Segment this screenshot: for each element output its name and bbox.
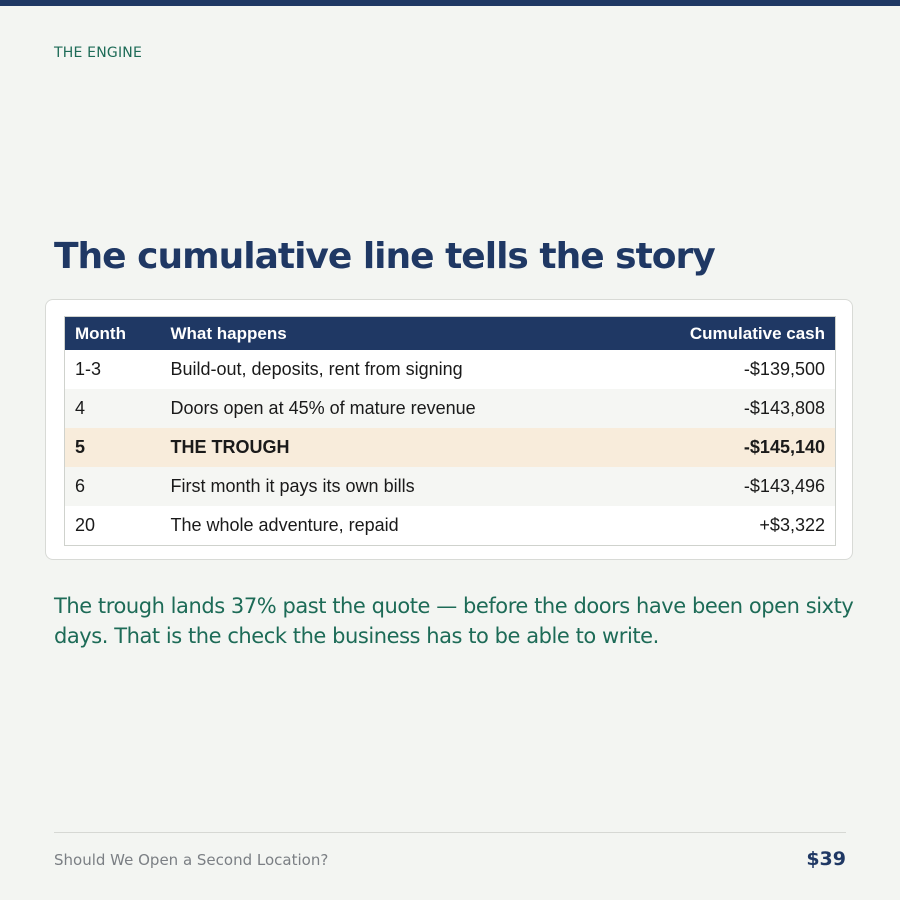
footer-divider [54, 832, 846, 833]
month-cell: 1-3 [65, 350, 161, 389]
footer-page-mark: $39 [806, 848, 846, 870]
event-cell: First month it pays its own bills [161, 467, 636, 506]
page-title: The cumulative line tells the story [54, 236, 715, 277]
takeaway-text: The trough lands 37% past the quote — before the doors have been open sixty days. That is the check the business has to be able to write. [54, 594, 854, 648]
month-cell: 4 [65, 389, 161, 428]
table-header-row [65, 317, 836, 351]
month-cell: 5 [65, 428, 161, 467]
month-cell: 20 [65, 506, 161, 546]
column-header-cumulative-cash: Cumulative cash [636, 317, 836, 351]
event-cell: Doors open at 45% of mature revenue [161, 389, 636, 428]
top-accent-bar [0, 0, 900, 6]
event-cell: Build-out, deposits, rent from signing [161, 350, 636, 389]
event-cell: THE TROUGH [161, 428, 636, 467]
table-row [65, 506, 836, 546]
table-card [45, 299, 853, 560]
cash-cell: -$139,500 [636, 350, 836, 389]
section-eyebrow: THE ENGINE [54, 45, 142, 61]
table-row [65, 389, 836, 428]
month-cell: 6 [65, 467, 161, 506]
cumulative-cash-table [64, 316, 836, 546]
footer-document-title: Should We Open a Second Location? [54, 851, 329, 869]
column-header-month: Month [65, 317, 161, 351]
event-cell: The whole adventure, repaid [161, 506, 636, 546]
table-row-trough [65, 428, 836, 467]
cash-cell: -$145,140 [636, 428, 836, 467]
table-row [65, 350, 836, 389]
cash-cell: -$143,496 [636, 467, 836, 506]
cash-cell: +$3,322 [636, 506, 836, 546]
table-row [65, 467, 836, 506]
column-header-what-happens: What happens [161, 317, 636, 351]
cash-cell: -$143,808 [636, 389, 836, 428]
